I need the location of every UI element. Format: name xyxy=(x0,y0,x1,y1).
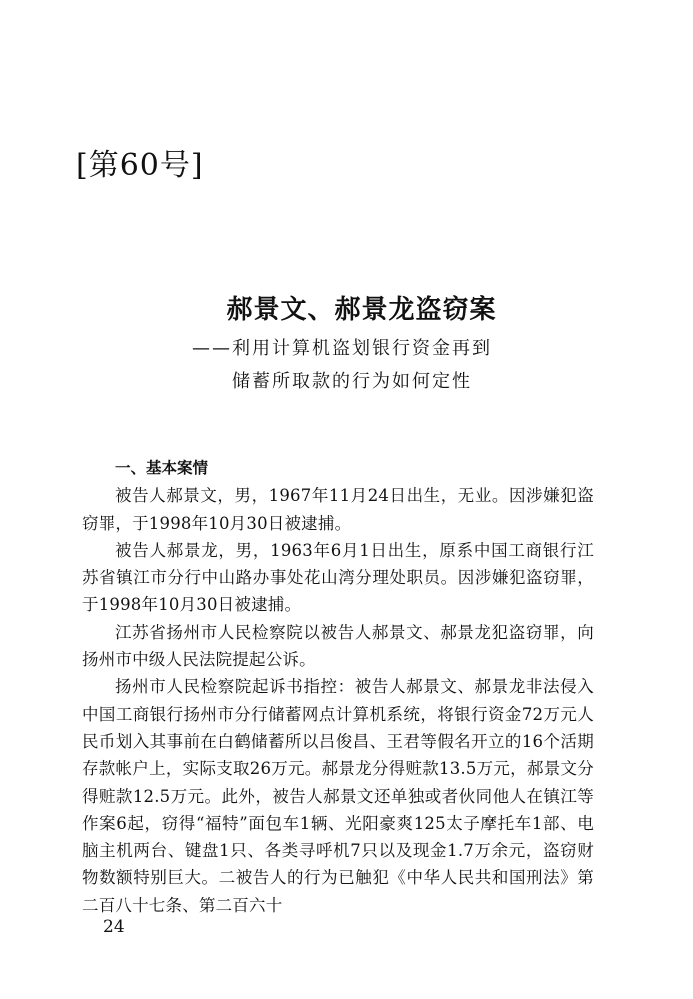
section-heading: 一、基本案情 xyxy=(115,459,209,477)
title-block xyxy=(0,290,693,330)
body-text xyxy=(82,455,594,919)
main-title: 郝景文、郝景龙盗窃案 xyxy=(226,295,497,325)
subtitle-line-2: 储蓄所取款的行为如何定性 xyxy=(232,371,472,392)
paragraph: 扬州市人民检察院起诉书指控：被告人郝景文、郝景龙非法侵入中国工商银行扬州市分行储蓄网点计算机系统，将银行资金72万元人民币划入其事前在白鹤储蓄所以吕俊昌、王君等假名开立的16个活期存款帐户上，实际支取26万元。郝景龙分得赃款13.5万元，郝景文分得赃款12.5万元。此外，被告人郝景文还单独或者伙同他人在镇江等作案6起，窃得“福特”面包车1辆、光阳豪爽125太子摩托车1部、电脑主机两台、键盘1只、各类寻呼机7只以及现金1.7万余元，盗窃财物数额特别巨大。二被告人的行为已触犯《中华人民共和国刑法》第二百八十七条、第二百六十 xyxy=(82,677,594,915)
paragraph: 被告人郝景龙，男，1963年6月1日出生，原系中国工商银行江苏省镇江市分行中山路办事处花山湾分理处职员。因涉嫌犯盗窃罪，于1998年10月30日被逮捕。 xyxy=(82,540,594,615)
paragraph: 江苏省扬州市人民检察院以被告人郝景文、郝景龙犯盗窃罪，向扬州市中级人民法院提起公诉。 xyxy=(82,622,594,670)
paragraph: 被告人郝景文，男，1967年11月24日出生，无业。因涉嫌犯盗窃罪，于1998年10月30日被逮捕。 xyxy=(82,486,594,533)
case-number: [第60号] xyxy=(76,148,204,183)
subtitle-line-1: ——利用计算机盗划银行资金再到 xyxy=(192,338,492,359)
page-number: 24 xyxy=(103,917,125,937)
